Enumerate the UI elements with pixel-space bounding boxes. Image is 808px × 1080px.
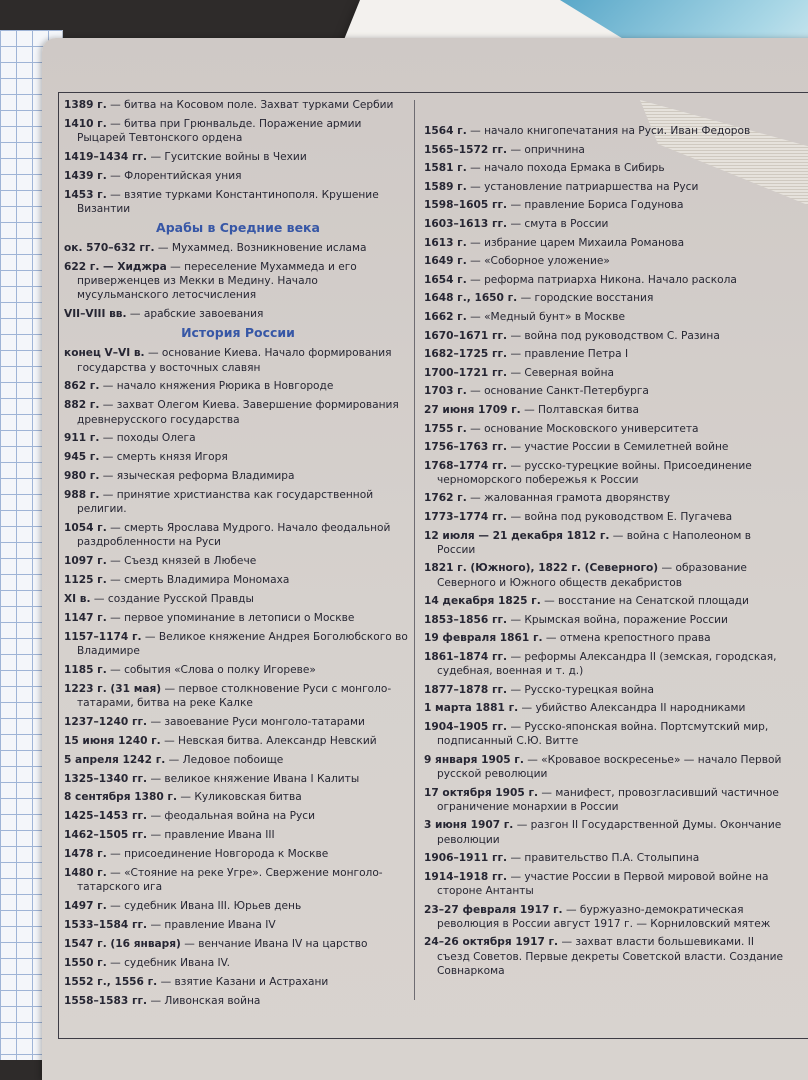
entry-text: — переселение Мухаммеда и его приверженцев из Мекки в Медину. Начало мусульманского летосчисления bbox=[77, 260, 357, 302]
timeline-entry bbox=[424, 422, 784, 436]
timeline-entry bbox=[64, 379, 412, 393]
timeline-entry bbox=[424, 631, 784, 645]
entry-text: — реформа патриарха Никона. Начало раскола bbox=[470, 273, 737, 286]
entry-text: — правительство П.А. Столыпина bbox=[510, 852, 700, 865]
timeline-entry bbox=[64, 98, 412, 112]
entry-date: 15 июня 1240 г. bbox=[64, 734, 161, 747]
entry-date: 1547 г. (16 января) bbox=[64, 937, 181, 950]
entry-date: 1581 г. bbox=[424, 162, 467, 175]
entry-date: 1662 г. bbox=[424, 310, 467, 323]
timeline-entry bbox=[424, 935, 784, 978]
entry-text: — «Кровавое воскресенье» — начало Первой русской революции bbox=[437, 753, 782, 781]
entry-text: — Великое княжение Андрея Боголюбского во Владимире bbox=[77, 630, 408, 658]
entry-date: XI в. bbox=[64, 593, 91, 606]
entry-text: — феодальная война на Руси bbox=[150, 810, 315, 823]
entry-date: 14 декабря 1825 г. bbox=[424, 595, 541, 608]
entry-date: 1821 г. (Южного), 1822 г. (Северного) bbox=[424, 562, 659, 575]
timeline-entry bbox=[424, 529, 784, 557]
timeline-entry bbox=[424, 236, 784, 250]
entry-date: 1853–1856 гг. bbox=[424, 613, 508, 626]
timeline-entry bbox=[64, 150, 412, 164]
entry-date: 1756–1763 гг. bbox=[424, 441, 508, 454]
entry-date: 1700–1721 гг. bbox=[424, 366, 508, 379]
timeline-entry bbox=[424, 510, 784, 524]
entry-text: — правление Ивана IV bbox=[150, 919, 276, 932]
timeline-entry bbox=[64, 169, 412, 183]
timeline-entry bbox=[64, 753, 412, 767]
timeline-entry bbox=[64, 592, 412, 606]
entry-text: — завоевание Руси монголо-татарами bbox=[150, 715, 365, 728]
timeline-entry bbox=[64, 346, 412, 374]
entry-text: — участие России в Семилетней войне bbox=[510, 441, 729, 454]
timeline-entry bbox=[424, 753, 784, 781]
entry-date: 1755 г. bbox=[424, 422, 467, 435]
timeline-entry bbox=[64, 398, 412, 426]
entry-text: — смута в России bbox=[510, 217, 609, 230]
entry-text: — основание Санкт-Петербурга bbox=[470, 385, 649, 398]
timeline-entry bbox=[424, 217, 784, 231]
entry-text: — опричнина bbox=[510, 143, 585, 156]
timeline-entry bbox=[424, 491, 784, 505]
timeline-entry bbox=[424, 384, 784, 398]
left-column bbox=[64, 98, 412, 1012]
timeline-entry bbox=[64, 772, 412, 786]
timeline-entry bbox=[424, 310, 784, 324]
entry-date: 1565–1572 гг. bbox=[424, 143, 508, 156]
entry-text: — Русско-японская война. Портсмутский мир, подписанный С.Ю. Витте bbox=[437, 721, 769, 748]
entry-date: 23–27 февраля 1917 г. bbox=[424, 903, 563, 916]
entry-text: — отмена крепостного права bbox=[545, 632, 711, 645]
entry-date: VII–VIII вв. bbox=[64, 308, 127, 321]
entry-date: 1682–1725 гг. bbox=[424, 348, 508, 361]
entry-date: 1589 г. bbox=[424, 180, 467, 193]
entry-text: — языческая реформа Владимира bbox=[102, 470, 295, 483]
entry-text: — судебник Ивана IV. bbox=[110, 956, 230, 969]
timeline-entry bbox=[64, 809, 412, 823]
entry-date: 1497 г. bbox=[64, 900, 107, 913]
entry-date: 1389 г. bbox=[64, 99, 107, 111]
entry-text: — начало княжения Рюрика в Новгороде bbox=[102, 380, 334, 393]
timeline-entry bbox=[424, 366, 784, 380]
entry-text: — правление Бориса Годунова bbox=[510, 199, 684, 212]
entry-date: 945 г. bbox=[64, 451, 100, 464]
entry-date: 622 г. — Хиджра bbox=[64, 260, 167, 273]
timeline-entry bbox=[424, 561, 784, 589]
entry-text: — Северная война bbox=[510, 366, 614, 379]
timeline-entry bbox=[64, 828, 412, 842]
timeline-entry bbox=[64, 866, 412, 894]
entry-date: 1533–1584 гг. bbox=[64, 919, 148, 932]
timeline-entry bbox=[64, 450, 412, 464]
entry-text: — Полтавская битва bbox=[524, 403, 639, 416]
entry-text: — Ледовое побоище bbox=[168, 753, 284, 766]
entry-date: 1768–1774 гг. bbox=[424, 459, 508, 472]
section-heading-arabs: Арабы в Средние века bbox=[156, 219, 320, 235]
entry-date: 1762 г. bbox=[424, 492, 467, 505]
entry-date: 1613 г. bbox=[424, 236, 467, 249]
entry-date: 1558–1583 гг. bbox=[64, 994, 148, 1007]
entry-date: 1453 г. bbox=[64, 188, 107, 201]
entry-date: 24–26 октября 1917 г. bbox=[424, 936, 559, 949]
entry-date: 27 июня 1709 г. bbox=[424, 403, 521, 416]
timeline-entry bbox=[64, 899, 412, 913]
entry-date: 1325–1340 гг. bbox=[64, 772, 148, 785]
entry-text: — Гуситские войны в Чехии bbox=[150, 150, 307, 163]
entry-date: 1237–1240 гг. bbox=[64, 715, 148, 728]
entry-text: — «Стояние на реке Угре». Свержение монголо-татарского ига bbox=[77, 867, 383, 894]
timeline-entry bbox=[64, 630, 412, 658]
entry-date: 1054 г. bbox=[64, 522, 107, 535]
entry-text: — захват Олегом Киева. Завершение формирования древнерусского государства bbox=[77, 399, 399, 426]
entry-date: 1906–1911 гг. bbox=[424, 852, 508, 865]
timeline-entry bbox=[64, 847, 412, 861]
timeline-entry bbox=[64, 241, 412, 255]
entry-date: 1425–1453 гг. bbox=[64, 810, 148, 823]
entry-text: — создание Русской Правды bbox=[93, 593, 254, 606]
entry-date: 5 апреля 1242 г. bbox=[64, 753, 166, 766]
timeline-entry bbox=[424, 870, 784, 898]
entry-text: — Флорентийская уния bbox=[110, 169, 242, 182]
timeline-entry bbox=[64, 734, 412, 748]
timeline-entry bbox=[64, 554, 412, 568]
entry-text: — война под руководством Е. Пугачева bbox=[510, 511, 733, 524]
entry-date: конец V–VI в. bbox=[64, 347, 145, 360]
entry-date: 1861–1874 гг. bbox=[424, 651, 508, 664]
entry-date: 1877–1878 гг. bbox=[424, 683, 508, 696]
entry-text: — взятие турками Константинополя. Крушение Византии bbox=[77, 188, 379, 215]
timeline-entry bbox=[64, 918, 412, 932]
entry-date: 1419–1434 гг. bbox=[64, 150, 148, 163]
entry-text: — основание Московского университета bbox=[470, 422, 699, 435]
entry-date: 1147 г. bbox=[64, 611, 107, 624]
timeline-entry bbox=[424, 594, 784, 608]
entry-date: 1550 г. bbox=[64, 956, 107, 969]
timeline-entry bbox=[424, 347, 784, 361]
entry-date: 8 сентября 1380 г. bbox=[64, 791, 177, 804]
timeline-entry bbox=[64, 715, 412, 729]
entry-date: 1439 г. bbox=[64, 169, 107, 182]
entry-date: 1410 г. bbox=[64, 117, 107, 130]
entry-date: 3 июня 1907 г. bbox=[424, 819, 514, 832]
entry-text: — Крымская война, поражение России bbox=[510, 613, 728, 626]
timeline-entry bbox=[424, 291, 784, 305]
entry-text: — битва при Грюнвальде. Поражение армии Рыцарей Тевтонского ордена bbox=[77, 117, 362, 145]
entry-text: — судебник Ивана III. Юрьев день bbox=[110, 900, 302, 913]
entry-text: — русско-турецкие войны. Присоединение черноморского побережья к России bbox=[437, 459, 752, 486]
russia-entries bbox=[64, 346, 412, 1007]
entry-date: 1185 г. bbox=[64, 663, 107, 676]
entry-text: — война с Наполеоном в России bbox=[437, 529, 751, 556]
entry-date: 12 июля — 21 декабря 1812 г. bbox=[424, 529, 610, 542]
entry-text: — великое княжение Ивана I Калиты bbox=[150, 772, 360, 785]
entry-text: — Куликовская битва bbox=[180, 791, 302, 804]
timeline-entry bbox=[64, 994, 412, 1008]
column-divider bbox=[414, 100, 415, 1000]
timeline-entry bbox=[64, 188, 412, 216]
timeline-entry bbox=[64, 956, 412, 970]
timeline-entry bbox=[64, 488, 412, 516]
entry-text: — жалованная грамота дворянству bbox=[470, 492, 671, 505]
entry-date: 1598–1605 гг. bbox=[424, 199, 508, 212]
entry-text: — Русско-турецкая война bbox=[510, 683, 654, 696]
entry-text: — манифест, провозгласивший частичное ограничение монархии в России bbox=[437, 786, 779, 813]
timeline-entry bbox=[424, 198, 784, 212]
entry-text: — Съезд князей в Любече bbox=[110, 555, 257, 568]
entry-text: — первое столкновение Руси с монголо-татарами, битва на реке Калке bbox=[77, 682, 392, 710]
timeline-entry bbox=[424, 124, 784, 138]
timeline-entry bbox=[64, 307, 412, 321]
entry-date: 1097 г. bbox=[64, 555, 107, 568]
timeline-entry bbox=[424, 180, 784, 194]
entry-date: 1125 г. bbox=[64, 574, 107, 587]
entry-date: 1914–1918 гг. bbox=[424, 870, 508, 883]
entry-text: — смерть князя Игоря bbox=[102, 451, 228, 464]
timeline-entry bbox=[64, 611, 412, 625]
entry-date: 1480 г. bbox=[64, 867, 107, 880]
entry-date: 1478 г. bbox=[64, 848, 107, 861]
entry-text: — события «Слова о полку Игореве» bbox=[110, 663, 316, 676]
entry-text: — восстание на Сенатской площади bbox=[544, 595, 749, 608]
entry-text: — реформы Александра II (земская, городская, судебная, военная и т. д.) bbox=[437, 651, 777, 678]
entry-date: 19 февраля 1861 г. bbox=[424, 632, 543, 645]
entry-text: — начало похода Ермака в Сибирь bbox=[470, 162, 665, 175]
entry-date: 980 г. bbox=[64, 470, 100, 483]
entry-text: — «Медный бунт» в Москве bbox=[470, 310, 626, 323]
timeline-entry bbox=[64, 117, 412, 145]
right-column bbox=[424, 124, 784, 982]
timeline-entry bbox=[64, 790, 412, 804]
timeline-entry bbox=[64, 663, 412, 677]
entry-text: — участие России в Первой мировой войне на стороне Антанты bbox=[437, 870, 769, 898]
entry-text: — буржуазно-демократическая революция в России август 1917 г. — Корниловский мятеж bbox=[437, 903, 771, 930]
timeline-entry bbox=[424, 818, 784, 846]
entry-text: — битва на Косовом поле. Захват турками Сербии bbox=[110, 99, 394, 111]
entry-text: — Мухаммед. Возникновение ислама bbox=[157, 242, 367, 255]
entry-text: — принятие христианства как государственной религии. bbox=[77, 489, 374, 516]
timeline-entry bbox=[64, 260, 412, 303]
entry-text: — городские восстания bbox=[520, 292, 654, 305]
entry-text: — взятие Казани и Астрахани bbox=[160, 975, 329, 988]
entry-date: 988 г. bbox=[64, 489, 100, 502]
timeline-entry bbox=[64, 521, 412, 549]
timeline-entry bbox=[424, 683, 784, 697]
timeline-entry bbox=[64, 431, 412, 445]
entry-date: 1649 г. bbox=[424, 255, 467, 268]
entry-text: — захват власти большевиками. II съезд Советов. Первые декреты Советской власти. Создание Совнаркома bbox=[437, 936, 784, 977]
entry-text: — правление Ивана III bbox=[150, 829, 275, 842]
entry-text: — убийство Александра II народниками bbox=[521, 702, 746, 715]
timeline-entry bbox=[424, 459, 784, 487]
entry-date: 862 г. bbox=[64, 380, 100, 393]
entry-date: 911 г. bbox=[64, 432, 100, 445]
timeline-entry bbox=[64, 682, 412, 710]
timeline-entry bbox=[424, 851, 784, 865]
entry-text: — венчание Ивана IV на царство bbox=[184, 937, 368, 950]
entry-text: — правление Петра I bbox=[510, 348, 629, 361]
timeline-entry bbox=[424, 254, 784, 268]
entry-date: 1 марта 1881 г. bbox=[424, 702, 519, 715]
entry-date: ок. 570–632 гг. bbox=[64, 242, 155, 255]
entry-text: — начало книгопечатания на Руси. Иван Федоров bbox=[470, 125, 751, 137]
entry-date: 1703 г. bbox=[424, 385, 467, 398]
timeline-entry bbox=[424, 903, 784, 931]
arabs-entries bbox=[64, 241, 412, 321]
timeline-entry bbox=[424, 161, 784, 175]
section-heading-russia: История России bbox=[181, 325, 295, 341]
entry-date: 1603–1613 гг. bbox=[424, 217, 508, 230]
entry-date: 1552 г., 1556 г. bbox=[64, 975, 158, 988]
timeline-entry bbox=[424, 440, 784, 454]
entry-text: — походы Олега bbox=[102, 432, 196, 445]
timeline-entry bbox=[424, 273, 784, 287]
entry-text: — смерть Ярослава Мудрого. Начало феодальной раздробленности на Руси bbox=[77, 522, 391, 549]
entry-text: — смерть Владимира Мономаха bbox=[110, 574, 290, 587]
entry-date: 882 г. bbox=[64, 399, 100, 412]
entry-date: 1670–1671 гг. bbox=[424, 329, 508, 342]
entry-date: 1648 г., 1650 г. bbox=[424, 292, 518, 305]
entry-text: — избрание царем Михаила Романова bbox=[470, 236, 685, 249]
entry-text: — Невская битва. Александр Невский bbox=[164, 734, 377, 747]
entry-text: — установление патриаршества на Руси bbox=[470, 180, 699, 193]
timeline-entry bbox=[64, 937, 412, 951]
entry-text: — разгон II Государственной Думы. Окончание революции bbox=[437, 819, 782, 846]
entry-text: — присоединение Новгорода к Москве bbox=[110, 848, 329, 861]
entry-date: 1564 г. bbox=[424, 125, 467, 137]
entry-date: 1904–1905 гг. bbox=[424, 721, 508, 734]
timeline-entry bbox=[424, 403, 784, 417]
timeline-entry bbox=[424, 613, 784, 627]
timeline-entry bbox=[424, 720, 784, 748]
entry-date: 9 января 1905 г. bbox=[424, 753, 524, 766]
entry-text: — основание Киева. Начало формирования государства у восточных славян bbox=[77, 347, 392, 374]
entry-date: 1773–1774 гг. bbox=[424, 511, 508, 524]
timeline-entry bbox=[64, 975, 412, 989]
timeline-entry bbox=[424, 329, 784, 343]
timeline-entry bbox=[424, 143, 784, 157]
entry-date: 17 октября 1905 г. bbox=[424, 786, 539, 799]
timeline-entry bbox=[64, 573, 412, 587]
entry-text: — первое упоминание в летописи о Москве bbox=[110, 611, 355, 624]
entry-date: 1223 г. (31 мая) bbox=[64, 682, 162, 695]
entry-date: 1654 г. bbox=[424, 273, 467, 286]
entry-text: — образование Северного и Южного обществ декабристов bbox=[437, 562, 747, 589]
entry-text: — война под руководством С. Разина bbox=[510, 329, 720, 342]
timeline-entry bbox=[424, 786, 784, 814]
timeline-entry bbox=[424, 650, 784, 678]
entry-date: 1157–1174 г. bbox=[64, 630, 142, 643]
timeline-entry bbox=[64, 469, 412, 483]
entry-text: — Ливонская война bbox=[150, 994, 261, 1007]
entry-text: — «Соборное уложение» bbox=[470, 255, 610, 268]
entry-text: — арабские завоевания bbox=[129, 308, 264, 321]
top-entries bbox=[64, 98, 412, 216]
timeline-entry bbox=[424, 701, 784, 715]
entry-date: 1462–1505 гг. bbox=[64, 829, 148, 842]
